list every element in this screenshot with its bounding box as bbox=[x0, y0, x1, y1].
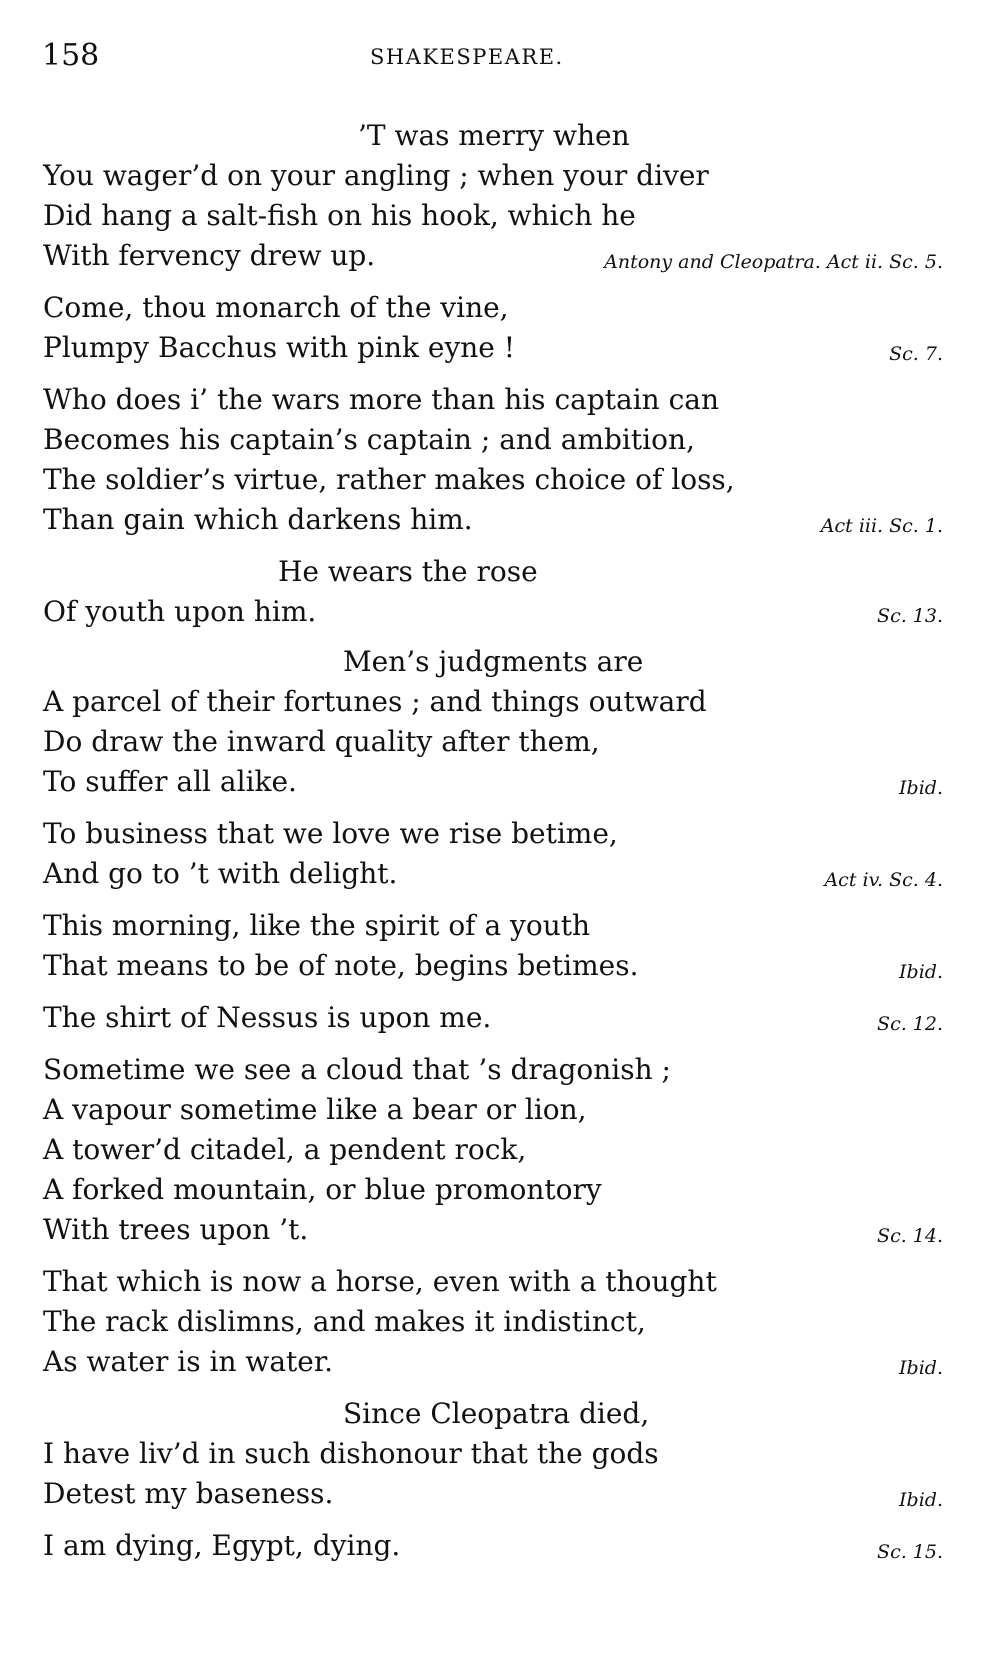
verse-line: I am dying, Egypt, dying. bbox=[43, 1529, 401, 1562]
verse-line: Since Cleopatra died, bbox=[343, 1397, 650, 1430]
verse-line-with-citation bbox=[43, 1474, 943, 1516]
verse-line-with-citation bbox=[43, 854, 943, 896]
citation: Sc. 15. bbox=[877, 1541, 943, 1563]
quote-block bbox=[43, 380, 943, 542]
verse-line-with-citation bbox=[43, 328, 943, 370]
verse-line: With trees upon ’t. bbox=[43, 1213, 309, 1246]
page-header bbox=[42, 38, 942, 78]
citation: Antony and Cleopatra. Act ii. Sc. 5. bbox=[604, 251, 943, 273]
verse-line-with-citation bbox=[43, 592, 943, 632]
verse-line: The rack dislimns, and makes it indistinct, bbox=[43, 1305, 646, 1338]
verse-line: As water is in water. bbox=[43, 1345, 334, 1378]
verse-line: Who does i’ the wars more than his captain can bbox=[43, 383, 719, 416]
verse-line: With fervency drew up. bbox=[43, 239, 376, 272]
verse-line: This morning, like the spirit of a youth bbox=[43, 909, 591, 942]
verse-line: A tower’d citadel, a pendent rock, bbox=[43, 1133, 527, 1166]
verse-line-with-citation bbox=[43, 998, 943, 1040]
verse-line: Men’s judgments are bbox=[343, 645, 644, 678]
verse-line-with-citation bbox=[43, 762, 943, 804]
quote-block bbox=[43, 906, 943, 988]
verse-line: A vapour sometime like a bear or lion, bbox=[43, 1093, 587, 1126]
citation: Act iii. Sc. 1. bbox=[820, 515, 943, 537]
verse-line: A forked mountain, or blue promontory bbox=[43, 1173, 602, 1206]
verse-line: Detest my baseness. bbox=[43, 1477, 334, 1510]
verse-line: A parcel of their fortunes ; and things outward bbox=[43, 685, 707, 718]
citation: Ibid. bbox=[899, 961, 943, 983]
quote-block bbox=[43, 1394, 943, 1516]
verse-line-with-citation bbox=[43, 1526, 943, 1568]
citation: Sc. 7. bbox=[889, 343, 943, 365]
verse-line-with-citation bbox=[43, 1210, 943, 1252]
quote-block bbox=[43, 552, 943, 632]
verse-line: Do draw the inward quality after them, bbox=[43, 725, 600, 758]
running-head: SHAKESPEARE. bbox=[370, 45, 564, 69]
citation: Act iv. Sc. 4. bbox=[824, 869, 943, 891]
verse-line: You wager’d on your angling ; when your diver bbox=[43, 159, 709, 192]
verse-line: To business that we love we rise betime, bbox=[43, 817, 618, 850]
quote-block bbox=[43, 288, 943, 370]
verse-line: Sometime we see a cloud that ’s dragonish ; bbox=[43, 1053, 671, 1086]
verse-line: To suffer all alike. bbox=[43, 765, 297, 798]
verse-line: That which is now a horse, even with a thought bbox=[43, 1265, 717, 1298]
quote-block bbox=[43, 814, 943, 896]
verse-line: Plumpy Bacchus with pink eyne ! bbox=[43, 331, 516, 364]
quote-block bbox=[43, 116, 943, 278]
quote-block bbox=[43, 998, 943, 1040]
quote-block bbox=[43, 1262, 943, 1384]
verse-line-with-citation bbox=[43, 500, 943, 542]
verse-line: ’T was merry when bbox=[358, 119, 630, 152]
citation: Ibid. bbox=[899, 1357, 943, 1379]
quote-block bbox=[43, 1526, 943, 1568]
verse-line-with-citation bbox=[43, 1342, 943, 1384]
verse-line: I have liv’d in such dishonour that the gods bbox=[43, 1437, 659, 1470]
verse-line: That means to be of note, begins betimes. bbox=[43, 949, 639, 982]
verse-line: Than gain which darkens him. bbox=[43, 503, 473, 536]
quote-block bbox=[43, 1050, 943, 1252]
verse-line-with-citation bbox=[43, 946, 943, 988]
verse-line: He wears the rose bbox=[278, 555, 538, 588]
page-number: 158 bbox=[42, 38, 100, 73]
citation: Sc. 12. bbox=[877, 1013, 943, 1035]
quotation-list bbox=[43, 116, 943, 1578]
verse-line-with-citation bbox=[43, 236, 943, 278]
verse-line: Come, thou monarch of the vine, bbox=[43, 291, 509, 324]
verse-line: The soldier’s virtue, rather makes choice of loss, bbox=[43, 463, 735, 496]
citation: Ibid. bbox=[899, 777, 943, 799]
verse-line: Becomes his captain’s captain ; and ambition, bbox=[43, 423, 695, 456]
verse-line: And go to ’t with delight. bbox=[43, 857, 398, 890]
verse-line: Of youth upon him. bbox=[43, 595, 317, 628]
quote-block bbox=[43, 642, 943, 804]
verse-line: The shirt of Nessus is upon me. bbox=[43, 1001, 492, 1034]
citation: Sc. 14. bbox=[877, 1225, 943, 1247]
citation: Sc. 13. bbox=[877, 605, 943, 627]
citation: Ibid. bbox=[899, 1489, 943, 1511]
verse-line: Did hang a salt-fish on his hook, which he bbox=[43, 199, 636, 232]
